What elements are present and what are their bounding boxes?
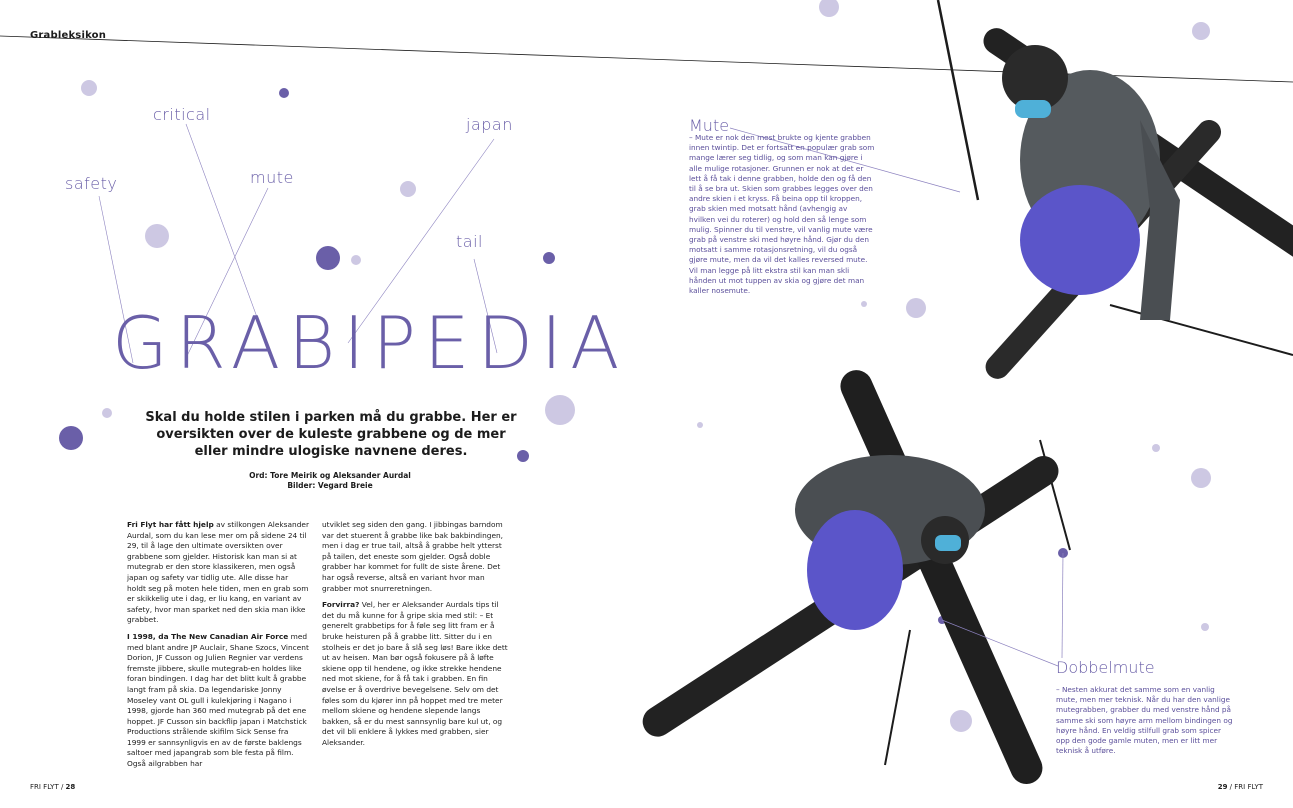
folio-right-magazine: FRI FLYT <box>1234 783 1263 791</box>
byline-photos: Bilder: Vegard Breie <box>287 481 373 490</box>
section-title: Grableksikon <box>30 30 107 41</box>
body-paragraph-4 <box>322 600 508 748</box>
body-column-1 <box>127 520 309 776</box>
folio-left-magazine: FRI FLYT <box>30 783 59 791</box>
folio-right-page: 29 <box>1217 783 1228 791</box>
cloud-word-mute: mute <box>250 168 294 187</box>
bottom-skier-illustration <box>637 365 1070 789</box>
body-paragraph-4-text: Vel, her er Aleksander Aurdals tips til det du må kunne for å gripe skia med stil: – Et generelt grabbetips for å føle seg litt fram er å bruke heisturen på å grabbe litt. Sitter du i en stolheis er det jo bare å slå seg løs! Bare ikke dett ut av heisen. Man bør også fokusere på å løfte skiene opp til hendene, og ikke strekke hendene ned mot skiene, for å få tak i grabben. En fin øvelse er å overdrive bevegelsene. Selv om det føles som du kjører inn på hoppet med tre meter mellom skiene og hendene slepende langs bakken, så er du mest sannsynlig bare kul ut, og det vil bli enklere å lykkes med grabben, sier Aleksander. <box>322 600 508 747</box>
caption-dobbelmute-title: Dobbelmute <box>1056 658 1155 677</box>
caption-mute-text: – Mute er nok den mest brukte og kjente grabben innen twintip. Det er fortsatt en populær grab som mange lærer seg tidlig, og som man kan gjøre i alle mulige rotasjoner. Grunnen er nok at det er lett å få tak i denne grabben, holde den og få den til å se bra ut. Skien som grabbes legges over den andre skien i et kryss. Få beina opp til kroppen, grab skien med motsatt hånd (avhengig av hvilken vei du roterer) og hold den så lenge som mulig. Spinner du til venstre, vil vanlig mute være grab på venstre ski med høyre hånd. Gjør du den motsatt i samme rotasjonsretning, vil du også gjøre mute, men da vil det kalles reversed mute. Vil man legge på litt ekstra stil kan man skli hånden ut mot tuppen av skia og gjøre det man kaller nosemute. <box>689 133 875 296</box>
body-paragraph-1-text: av stilkongen Aleksander Aurdal, som du kan lese mer om på sidene 24 til 29, til å lage den ultimate oversikten over grabbene som gjelder. Historisk kan man si at mutegrab er den store klassikeren, men også japan og safety var tidlig ute. Alle disse har holdt seg på moten hele tiden, men en grab som er skikkelig ute i dag, er liu kang, en variant av safety, hvor man sparket ned den skia man ikke grabbet. <box>127 520 310 625</box>
body-paragraph-4-lead: Forvirra? <box>322 600 360 610</box>
caption-dobbelmute-text: – Nesten akkurat det samme som en vanlig mute, men mer teknisk. Når du har den vanlige mutegrabben, grabber du med venstre hånd på samme ski som høyre arm mellom bindingen og høyre hånd. En veldig stilfull grab som spicer opp den gode gamle muten, men er litt mer teknisk å utføre. <box>1056 685 1233 756</box>
byline <box>200 471 460 491</box>
cloud-word-safety: safety <box>65 174 118 193</box>
top-skier-illustration <box>938 0 1293 384</box>
body-paragraph-2-lead: I 1998, da The New Canadian Air Force <box>127 631 289 641</box>
body-paragraph-1-lead: Fri Flyt har fått hjelp <box>127 520 214 529</box>
caption-mute-title: Mute <box>689 116 730 135</box>
body-paragraph-2 <box>127 632 309 770</box>
folio-left-page: 28 <box>65 783 76 791</box>
cloud-word-tail: tail <box>456 232 483 251</box>
body-paragraph-3: utviklet seg siden den gang. I jibbingas barndom var det stuerent å grabbe like bak bakbindingen, men i dag er true tail, altså å grabbe helt ytterst på tailen, det eneste som gjelder. Også doble grabber har kommet for fullt de siste årene. Det har også reverse, altså en variant hvor man grabber mot snurreretningen. <box>322 520 504 593</box>
folio-right: 29 / FRI FLYT <box>1217 783 1263 791</box>
body-paragraph-2-text: med med blant andre JP Auclair, Shane Szocs, Vincent Dorion, JF Cusson og Julien Regnier var verdens fremste jibbere, skulle mutegrab-en holdes like foran bindingen. I dag har det blitt kult å grabbe langt fram på skia. Da legendariske Jonny Moseley vant OL gull i kulekjøring i Nagano i 1998, gjorde han 360 med mutegrab på det ene hoppet. JF Cusson sin backflip japan i Matchstick Productions strålende skifilm Sick Sense fra 1999 er sannsynligvis en av de første baklengs saltoer med japangrab som ble festa på film. Også ailgrabben har <box>127 631 309 769</box>
body-paragraph-1 <box>127 520 309 626</box>
folio-left: FRI FLYT / 28 <box>30 783 76 791</box>
byline-words: Ord: Tore Meirik og Aleksander Aurdal <box>249 471 411 480</box>
cloud-word-critical: critical <box>153 105 211 124</box>
headline: GRABIPEDIA <box>112 301 628 385</box>
body-column-2 <box>322 520 508 754</box>
lead-paragraph: Skal du holde stilen i parken må du grabbe. Her er oversikten over de kuleste grabbene og de mer eller mindre ulogiske navnene deres. <box>145 410 517 459</box>
cloud-word-japan: japan <box>466 115 513 134</box>
